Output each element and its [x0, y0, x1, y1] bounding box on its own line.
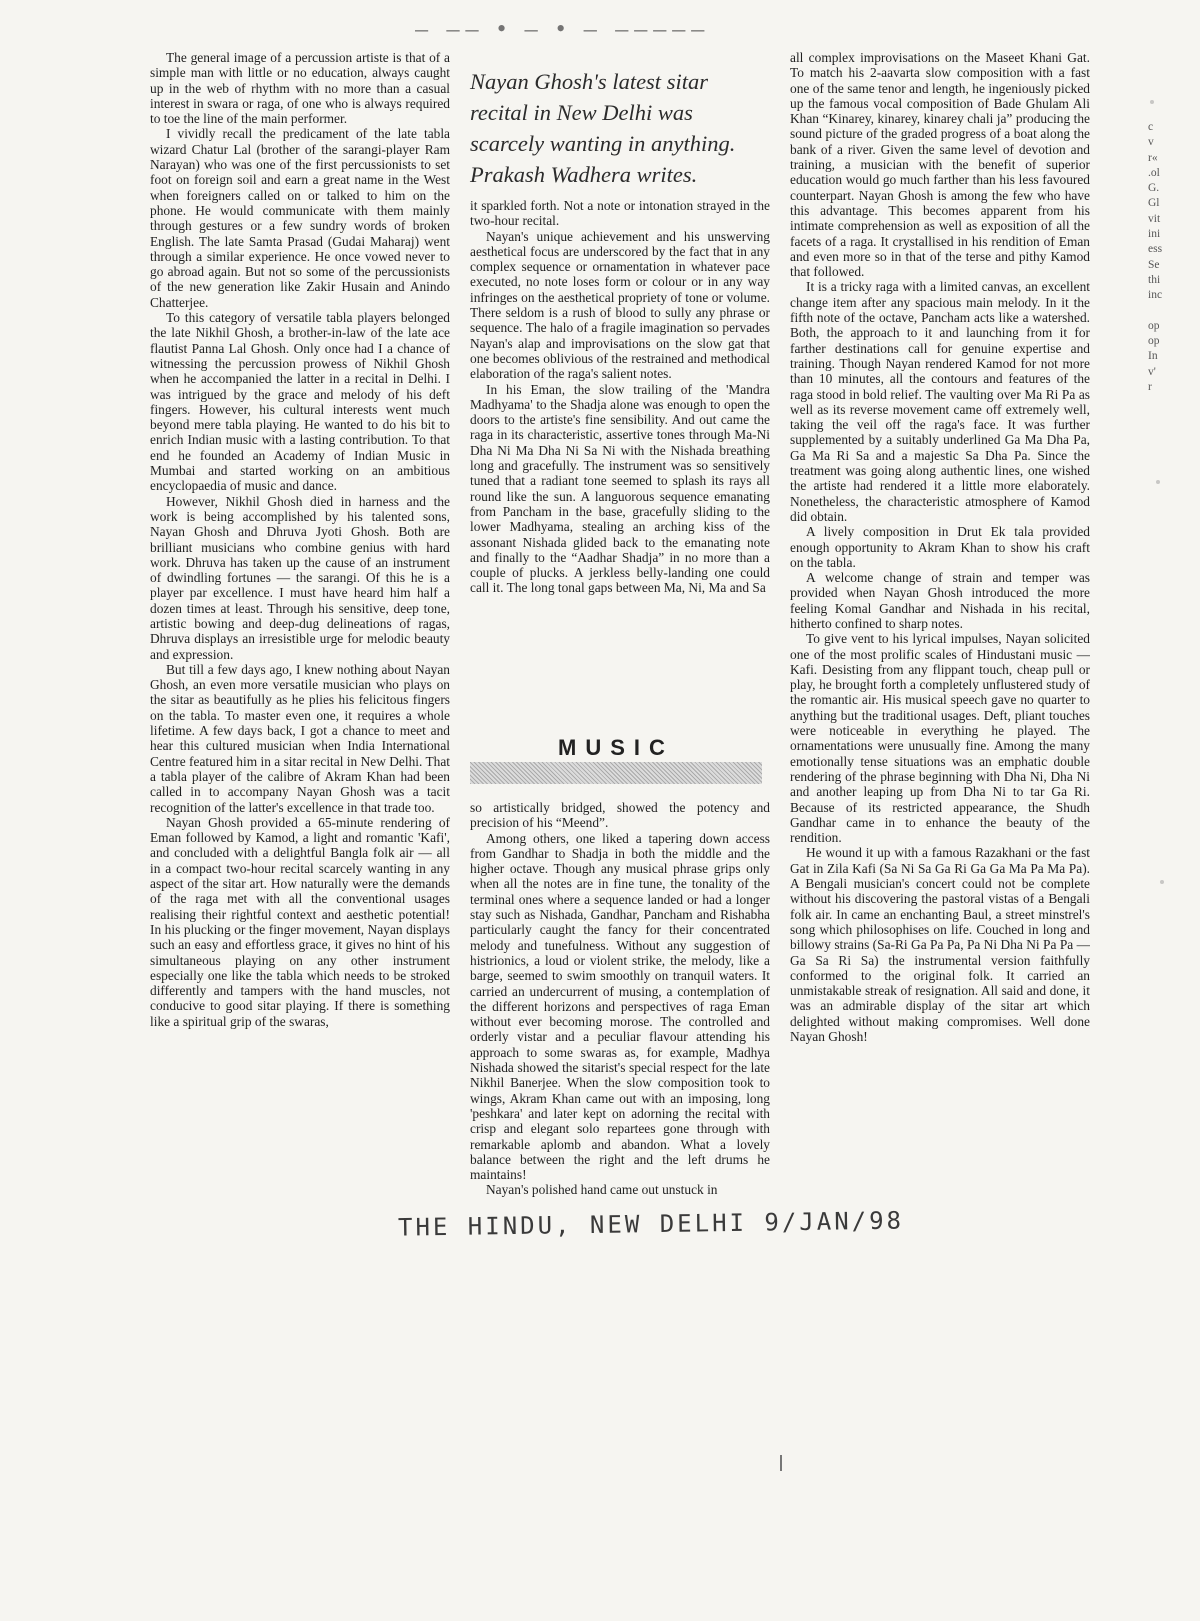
paragraph: Nayan Ghosh provided a 65-minute rendering of Eman followed by Kamod, a light and romantic 'Kafi', and concluded with a delightful Bangla folk air — all in a compact two-hour recital scarcely wanting in any aspect of the sitar art. How naturally were the demands of the raga met with all the conventional usages realising their rightful context and aesthetic potential! In his plucking or the finger movement, Nayan displays such an easy and effortless grace, it gives no hint of his simultaneous playing on any other instrument especially one like the tabla which needs to be stroked differently and tampers with the hand muscles, not conducive to good sitar playing. If there is something like a spiritual grip of the swaras,	[150, 814, 450, 1029]
article-column-3	[790, 50, 1090, 1200]
paragraph: I vividly recall the predicament of the late tabla wizard Chatur Lal (brother of the sarangi-player Ram Narayan) who was one of the first percussionists to set foot on foreign soil and earn a great name in the West when foreigners called on or talked to him on the phone. He would communicate with them mainly through gestures or a few sundry words of broken English. The late Samta Prasad (Gudai Maharaj) went through a similar experience. He once vowed never to go abroad again. But not so some of the percussionists of the new generation like Zakir Husain and Anindo Chatterjee.	[150, 126, 450, 310]
paragraph: To give vent to his lyrical impulses, Nayan solicited one of the most prolific scales of Hindustani music — Kafi. Desisting from any flippant touch, cheap pull or play, he brought forth a completely unflustered study of the romantic air. His musical speech gave no quarter to anything but the traditional usages. Deft, pliant touches were noticeable in everything he played. The ornamentations were unusually fine. Among the many emotionally tense situations was an emphatic double rendering of the phrase beginning with Dha Ni, Dha Ni and another leaping up from Dha Ni to tar Ga Ri. Because of its restricted appearance, the Shudh Gandhar came in to enhance the beauty of the rendition.	[790, 631, 1090, 846]
paragraph: all complex improvisations on the Maseet Khani Gat. To match his 2-aavarta slow composition with a fast one of the same tenor and length, he ingeniously picked up the famous vocal composition of Bade Ghulam Ali Khan “Kinarey, kinarey, kinarey chali ja” producing the sound picture of the graded progress of a boat along the bank of a river. Given the same level of devotion and training, a musician with the benefit of superior education would go much farther than his less favoured counterpart. Nayan Ghosh is among the few who have this advantage. This becomes apparent from his intimate comprehension as well as exposition of all the facets of a raga. It crystallised in his rendition of Eman and even more so in that of the terse and pithy Kamod that followed.	[790, 50, 1090, 280]
scan-speck	[1156, 480, 1160, 484]
adjacent-column-fragment: c v r« .ol G. Gl vit ini ess Se thi inc op op In v' r	[1148, 121, 1163, 394]
article-column-1	[150, 50, 450, 1200]
handwritten-caption: THE HINDU, NEW DELHI 9/JAN/98	[397, 1206, 905, 1242]
paragraph: In his Eman, the slow trailing of the 'Mandra Madhyama' to the Shadja alone was enough to open the doors to the artiste's fine sensibility. And out came the raga in its characteristic, assertive tones through Ma-Ni Dha Ni Ma Dha Ni Sa Ni with the Nishada breathing long and gracefully. The instrument was so sensitively tuned that a radiant tone seemed to splash its rays all round like the sun. A languorous sequence emanating from Pancham in the base, gracefully sliding to the lower Madhyama, stealing an arching kiss of the assonant Nishada glided back to the emanating note and finally to the “Aadhar Shadja” in no more than a couple of plucks. A jerkless belly-landing one could call it. The long tonal gaps between Ma, Ni, Ma and Sa	[470, 381, 770, 596]
article-column-2-bottom	[470, 800, 770, 1200]
scan-speck	[1150, 100, 1154, 104]
paragraph: To this category of versatile tabla players belonged the late Nikhil Ghosh, a brother-in-law of the late ace flautist Panna Lal Ghosh. Only once had I a chance of witnessing the percussion prowess of Nikhil Ghosh when he accompanied the latter in a recital in Delhi. I was intrigued by the grace and melody of his deft fingers. However, his cultural interests went much beyond mere tabla playing. He wanted to do his bit to enrich Indian music with a lasting contribution. To that end he founded an Academy of Indian Music in Mumbai and started working on an ambitious encyclopaedia of music and dance.	[150, 310, 450, 494]
article-column-2-top	[470, 198, 770, 743]
section-label: MUSIC	[558, 735, 674, 760]
scan-mark	[780, 1455, 782, 1471]
article-deck: Nayan Ghosh's latest sitar recital in New Delhi was scarcely wanting in anything. Prakash Wadhera writes.	[470, 69, 736, 187]
scan-speck	[1160, 880, 1164, 884]
paragraph: it sparkled forth. Not a note or intonation strayed in the two-hour recital.	[470, 198, 770, 229]
paragraph: The general image of a percussion artiste is that of a simple man with little or no education, always caught up in the web of rhythm with no more than a casual interest in swara or raga, of one who is always required to toe the line of the main performer.	[150, 50, 450, 127]
section-label-rule	[470, 762, 762, 784]
paragraph: However, Nikhil Ghosh died in harness and the work is being accomplished by his talented sons, Nayan Ghosh and Dhruva Jyoti Ghosh. Both are brilliant musicians who combine genius with hard work. Dhruva has taken up the cause of an instrument of dwindling fortunes — the sarangi. Of this he is a player par excellence. I must have heard him half a dozen times at least. Through his sensitive, deep tone, artistic bowing and deep-dug delineations of ragas, Dhruva displays an irresistible urge for melodic beauty and expression.	[150, 493, 450, 662]
paragraph: A lively composition in Drut Ek tala provided enough opportunity to Akram Khan to show his craft on the tabla.	[790, 524, 1090, 570]
masthead-fragment: ‒ ‒‒ • ‒ • ‒ ‒‒‒‒‒	[415, 14, 711, 43]
paragraph: A welcome change of strain and temper was provided when Nayan Ghosh introduced the more feeling Komal Gandhar and Nishada in his recital, hitherto confined to sharp notes.	[790, 570, 1090, 631]
paragraph: Nayan's polished hand came out unstuck in	[486, 1182, 718, 1198]
paragraph: But till a few days ago, I knew nothing about Nayan Ghosh, an even more versatile musician who plays on the sitar as beautifully as he plies his felicitous fingers on the tabla. To master even one, it requires a whole lifetime. A few days back, I got a chance to meet and hear this cultured musician when India International Centre featured him in a sitar recital in New Delhi. That a tabla player of the calibre of Akram Khan had been called in to accompany Nayan Ghosh was a tacit recognition of the latter's excellence in that trade too.	[150, 661, 450, 815]
paragraph: Nayan's unique achievement and his unswerving aesthetical focus are underscored by the fact that in any complex sequence or ornamentation in whatever pace executed, no note loses form or colour or in any way infringes on the aesthetical propriety of tone or volume. There seldom is a rush of blood to sully any phrase or sequence. The halo of a fragile imagination so pervades Nayan's alap and improvisations on the slow gat that one becomes oblivious of the restrained and methodical elaboration of the raga's salient notes.	[470, 228, 770, 382]
paragraph: It is a tricky raga with a limited canvas, an excellent change item after any spacious main melody. In it the fifth note of the octave, Pancham acts like a watershed. Both, the approach to it and launching from it for farther destinations call for genuine expertise and training. Though Nayan rendered Kamod for not more than 10 minutes, all the contours and features of the raga stood in bold relief. The vaulting over Ma Ri Pa as well as its reverse movement came off extremely well, taking the veil off the raga's face. It was further supplemented by a suitably underlined Ga Ma Dha Pa, Ga Ma Ri Sa and a majestic Sa Dha Pa. Since the treatment was going along authentic lines, one wished the artiste had rendered it a little more elaborately. Nonetheless, the characteristic atmosphere of Kamod did obtain.	[790, 279, 1090, 524]
paragraph: so artistically bridged, showed the potency and precision of his “Meend”.	[470, 800, 770, 831]
paragraph: He wound it up with a famous Razakhani or the fast Gat in Zila Kafi (Sa Ni Sa Ga Ri Ga Ga Ma Pa Ma Pa). A Bengali musician's concert could not be complete without his discovering the pastoral vistas of a Bengali folk air. In came an enchanting Baul, a street minstrel's song which philosophises on life. Couched in long and billowy strains (Sa-Ri Ga Pa Pa, Pa Ni Dha Ni Pa Pa — Ga Sa Ri Sa) the instrumental version faithfully conformed to the original folk. It carried an unmistakable streak of resignation. All said and done, it was an admirable display of the sitar art which delighted without making compromises. Well done Nayan Ghosh!	[790, 845, 1090, 1044]
paragraph: Among others, one liked a tapering down access from Gandhar to Shadja in both the middle and the higher octave. Though any musical phrase grips only when all the notes are in fine tune, the tonality of the terminal ones where a sequence landed or had a longer stay such as Nishada, Gandhar, Pancham and Rishabha particularly caught the fancy for their concentrated melody and tunefulness. Without any suggestion of histrionics, a loud or violent strike, the melody, like a barge, seemed to swim smoothly on tranquil waters. It carried an undercurrent of musing, a contemplation of the different horizons and perspectives of raga Eman without ever becoming morose. The controlled and orderly vistar and a peculiar flavour attending his approach to some swaras as, for example, Madhya Nishada showed the sitarist's special respect for the late Nikhil Banerjee. When the slow composition took to wings, Akram Khan came out with an imposing, long 'peshkara' and later kept on adorning the recital with crisp and elegant solo repartees gone through with remarkable aplomb and abandon. What a lovely balance between the right and the left drums he maintains!	[470, 830, 770, 1183]
